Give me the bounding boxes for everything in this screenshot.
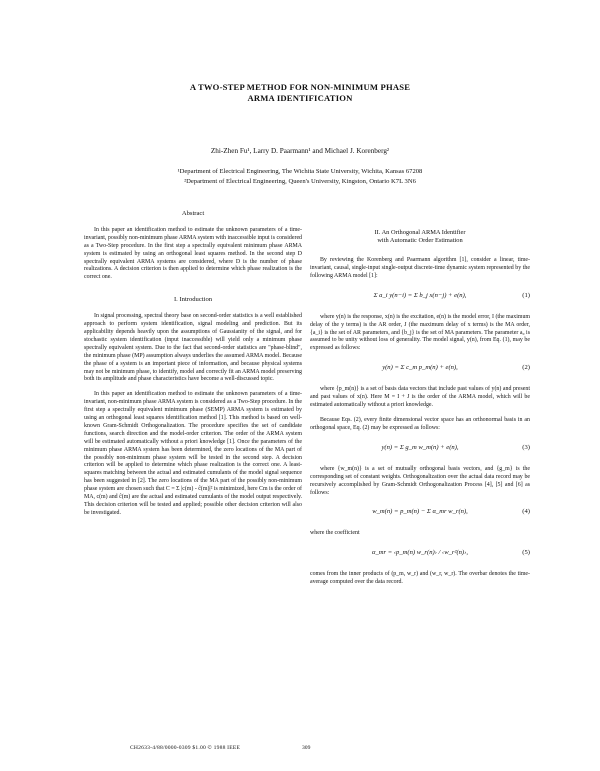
introduction-heading: I. Introduction	[173, 296, 213, 304]
equation-1-number: (1)	[522, 291, 530, 299]
equation-5-number: (5)	[522, 549, 530, 557]
section-2-paragraph-6: where the coefficient	[310, 530, 360, 537]
equation-5	[310, 545, 530, 565]
section-2-paragraph-7: comes from the inner products of (p_m, w_r) and (w_r, w_r). The overbar denotes the time-average computed over the data record.	[310, 571, 530, 586]
affiliation-2: ²Department of Electrical Engineering, Queen's University, Kingston, Ontario K7L 3N6	[184, 178, 416, 185]
equation-4-expression: w_m(n) = p_m(n) − Σ α_mr w_r(n),	[372, 508, 468, 516]
page-number: 309	[302, 745, 311, 751]
equation-3-expression: y(n) = Σ g_m w_m(n) + e(n),	[381, 443, 459, 451]
section-2-paragraph-2: where y(n) is the response, x(n) is the excitation, e(n) is the model error, I (the maximum delay of the y terms) is the AR order, J (the maximum delay of x terms) is the MA order, {a_i} is the set of AR parameters, and {b_j} is the set of MA parameters. The parameter a₀ is assumed to be unity without loss of generality. The model signal, y(n), from Eq. (1), may be expressed as follows:	[310, 313, 530, 352]
title-line-1: A TWO-STEP METHOD FOR NON-MINIMUM PHASE	[189, 82, 411, 92]
paper-title	[0, 82, 600, 104]
affiliation-1: ¹Department of Electrical Engineering, The Wichita State University, Wichita, Kansas 67208	[177, 168, 423, 175]
equation-2-expression: y(n) = Σ c_m p_m(n) + e(n),	[382, 364, 458, 372]
equation-4	[310, 504, 530, 524]
abstract-heading: Abstract	[181, 210, 205, 217]
right-column	[310, 197, 530, 594]
equation-2-number: (2)	[522, 364, 530, 372]
equation-4-number: (4)	[522, 508, 530, 516]
section-2-paragraph-1: By reviewing the Korenberg and Paarmann algorithm [1], consider a linear, time-invariant, causal, single-input single-output discrete-time dynamic system represented by the following ARMA model [1]:	[310, 257, 530, 279]
section-2-paragraph-5: where {w_m(n)} is a set of mutually orthogonal basis vectors, and {g_m} is the corresponding set of constant weights. Orthogonalization over the actual data record may be recursively accomplished by Gram-Schmidt Orthogonalization Process [4], [5] and [6] as follows:	[310, 465, 530, 496]
author-list: Zhi-Zhen Fu¹, Larry D. Paarmann¹ and Michael J. Korenberg²	[210, 147, 390, 155]
equation-3-number: (3)	[522, 443, 530, 451]
section-2-paragraph-3: where {p_m(n)} is a set of basis data vectors that include past values of y(n) and present and past values of x(n). Here M = I + J is the order of the ARMA model, which will be estimated automatically without a priori knowledge.	[310, 386, 530, 409]
intro-paragraph-2: In this paper an identification method to estimate the unknown parameters of a time-invariant, non-minimum phase ARMA system is considered as a Two-Step procedure. In the first step a spectrally equivalent minimum phase (SEMP) ARMA system is estimated by using an orthogonal least squares identification method [1]. This method is based on well-known Gram-Schmidt Orthogonalization. The procedure specifies the set of candidate functions, search direction and the model-order criterion. The order of the ARMA system will be estimated automatically without a priori knowledge [1]. Once the parameters of the minimum phase ARMA system has been determined, the zero locations of the MA part of the possibly non-minimum phase system will be tested in the second step. A decision criterion will be applied to determine which phase realization is the correct one. A least-squares matching between the actual and estimated cumulants of the model signal sequence has been suggested in [2]. The zero locations of the MA part of the possibly non-minimum phase system are chosen such that C = Σ |c(m) - ĉ(m)|² is minimized, here Cm is the order of MA, c(m) and ĉ(m) are the actual and estimated cumulants of the model output respectively. This decision criterion will be tested and applied; possible other decision criterion will also be investigated.	[84, 391, 302, 516]
equation-5-expression: α_mr = ‹p_m(n) w_r(n)› / ‹w_r²(n)›,	[372, 549, 468, 557]
section-2-heading	[310, 229, 530, 245]
section-2-paragraph-4: Because Eqs. (2), every finite dimensional vector space has an orthonormal basis in an orthogonal space, Eq. (2) may be expressed as follows:	[310, 416, 530, 431]
section-2-heading-line-2: with Automatic Order Estimation	[377, 237, 463, 244]
left-column	[84, 210, 302, 525]
affiliations	[0, 167, 600, 187]
section-2-heading-line-1: II. An Orthogonal ARMA Identifier	[374, 229, 466, 236]
copyright-code: CH2633-4/88/0000-0309 $1.00 © 1988 IEEE	[130, 745, 241, 751]
abstract-text: In this paper an identification method to estimate the unknown parameters of a time-invariant, possibly non-minimum phase ARMA system with inaccessible input is considered as a Two-Step procedure. In the first step a spectrally equivalent minimum phase ARMA system is estimated by using an orthogonal least squares method. In the second step D spectrally equivalent ARMA systems are considered, where D is the number of phase realizations. A decision criterion is then applied to determine which phase realization is the correct one.	[84, 226, 302, 281]
title-line-2: ARMA IDENTIFICATION	[247, 93, 353, 103]
equation-1-expression: Σ a_i y(n−i) = Σ b_j x(n−j) + e(n),	[373, 291, 467, 299]
equation-3	[310, 440, 530, 460]
equation-1	[310, 288, 530, 308]
equation-2	[310, 360, 530, 380]
intro-paragraph-1: In signal processing, spectral theory base on second-order statistics is a well established approach to perform system identification, signal modeling and prediction. But its applicability depends heavily upon the assumptions of Gaussianity of the signal, and for stochastic system identification (input inaccessible) will yield only a minimum phase spectrally equivalent system. Due to the fact that second-order statistics are "phase-blind", the minimum phase (MP) assumption always underlies the assumed ARMA model. Because the phase of a system is an important piece of information, and because physical systems may not be minimum phase, to identify, model and correctly fit an ARMA model preserving both its amplitude and phase characteristics have become a well-discussed topic.	[84, 313, 302, 383]
